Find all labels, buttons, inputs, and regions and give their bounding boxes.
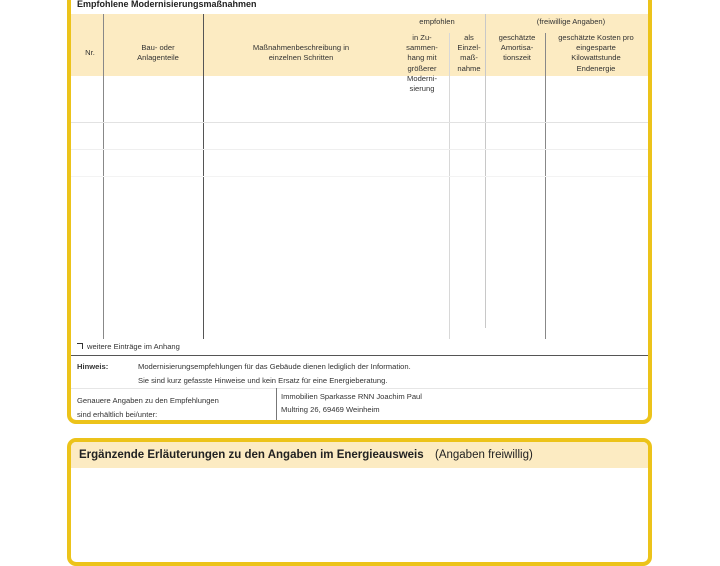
section-title: Ergänzende Erläuterungen zu den Angaben im Energieausweis <box>79 449 424 461</box>
col-einzel-header: als Einzel- maß- nahme <box>457 33 481 73</box>
contact-label-2: sind erhältlich bei/unter: <box>77 410 158 419</box>
anhang-checkbox[interactable] <box>77 342 180 351</box>
col-nr-header: Nr. <box>85 48 95 57</box>
col-divider <box>276 388 277 420</box>
col-zusammenhang-header: in Zu- sammen- hang mit größerer Moderni- sierung <box>406 33 438 94</box>
modernization-section <box>67 0 652 424</box>
section-title: Empfohlene Modernisierungsmaßnahmen <box>77 0 257 9</box>
section-subtitle: (Angaben freiwillig) <box>435 449 533 461</box>
row-divider <box>71 122 648 123</box>
hinweis-line-1: Modernisierungsempfehlungen für das Gebäude dienen lediglich der Information. <box>138 362 411 371</box>
col-group-empfohlen: empfohlen <box>419 17 455 26</box>
col-divider <box>485 14 486 328</box>
hinweis-label: Hinweis: <box>77 362 109 371</box>
col-massnahmen-header: Maßnahmenbeschreibung in einzelnen Schritten <box>252 43 350 63</box>
col-group-freiwillig: (freiwillige Angaben) <box>536 17 606 26</box>
section-title-bar <box>71 442 648 468</box>
divider <box>71 388 648 389</box>
checkbox-icon[interactable] <box>77 343 83 349</box>
col-divider <box>545 33 546 339</box>
additional-notes-section <box>67 438 652 566</box>
notes-area[interactable] <box>71 468 648 566</box>
contact-address: Multring 26, 69469 Weinheim <box>281 405 380 414</box>
row-divider <box>71 176 648 177</box>
contact-name: Immobilien Sparkasse RNN Joachim Paul <box>281 392 422 401</box>
col-divider <box>449 33 450 339</box>
contact-label-1: Genauere Angaben zu den Empfehlungen <box>77 396 219 405</box>
col-amortisation-header: geschätzte Amortisa- tionszeit <box>498 33 536 63</box>
col-bau-header: Bau- oder Anlagenteile <box>137 43 179 63</box>
anhang-label: weitere Einträge im Anhang <box>87 342 180 351</box>
row-divider <box>71 149 648 150</box>
col-kosten-header: geschätzte Kosten pro eingesparte Kilowattstunde Endenergie <box>558 33 634 73</box>
divider <box>71 355 648 356</box>
hinweis-line-2: Sie sind kurz gefasste Hinweise und kein Ersatz für eine Energieberatung. <box>138 376 388 385</box>
